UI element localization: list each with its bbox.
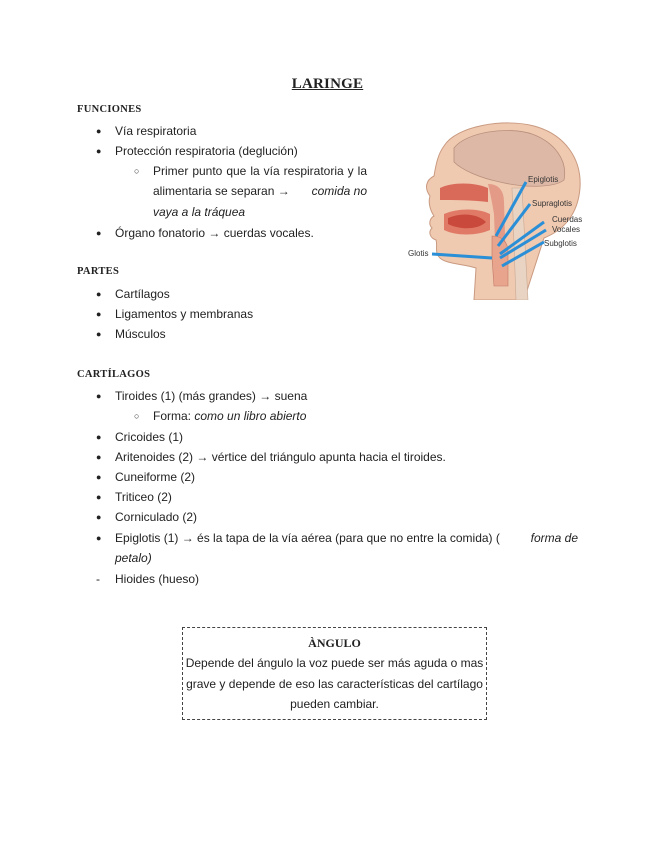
label-supraglotis: Supraglotis: [532, 199, 573, 208]
label-glotis: Glotis: [408, 249, 429, 258]
note-box-title: ÀNGULO: [308, 636, 361, 650]
note-box-body: [183, 653, 486, 715]
sub-item-line: [153, 409, 306, 423]
note-box-line: pueden cambiar.: [290, 697, 379, 711]
list-item: Tiroides (1) (más grandes) → suena: [115, 389, 308, 403]
list-item: Hioides (hueso): [115, 572, 200, 586]
sub-item-italic: vaya a la tráquea: [153, 205, 246, 219]
note-box: [182, 627, 487, 720]
bullet-icon: ●: [96, 472, 102, 482]
list-item: Cartílagos: [115, 287, 170, 301]
section-heading-funciones: FUNCIONES: [77, 104, 142, 115]
bullet-icon: ●: [96, 289, 102, 299]
bullet-icon: ●: [96, 512, 102, 522]
list-item: [115, 531, 578, 545]
list-item: Cricoides (1): [115, 430, 184, 444]
label-cuerdas: Cuerdas: [552, 215, 583, 224]
list-item: Músculos: [115, 327, 166, 341]
bullet-icon: ●: [96, 309, 102, 319]
list-item-text: Epiglotis (1) → és la tapa de la vía aérea (para que no entre la comida) (: [115, 531, 500, 545]
bullet-icon: ●: [96, 452, 102, 462]
note-box-line: grave y depende de eso las características del cartílago: [186, 676, 483, 691]
sub-item-italic: como un libro abierto: [194, 409, 307, 423]
section-heading-cartilagos: CARTÍLAGOS: [77, 369, 151, 380]
list-item: Protección respiratoria (deglución): [115, 144, 298, 158]
bullet-icon: ●: [96, 432, 102, 442]
sub-item-line: [153, 184, 367, 198]
label-subglotis: Subglotis: [544, 239, 577, 248]
label-vocales: Vocales: [552, 225, 581, 234]
bullet-icon: ●: [96, 126, 102, 136]
list-item: Aritenoides (2) → vértice del triángulo apunta hacia el tiroides.: [115, 450, 446, 464]
larynx-anatomy-illustration: [404, 118, 600, 300]
list-item: Cuneiforme (2): [115, 470, 196, 484]
list-item-italic: petalo): [115, 551, 152, 565]
bullet-icon: ●: [96, 492, 102, 502]
page-title: LARINGE: [291, 76, 364, 92]
circle-bullet-icon: ○: [134, 411, 140, 421]
list-item-italic: forma de: [530, 531, 578, 545]
label-epiglotis: Epiglotis: [528, 175, 559, 184]
list-item: Órgano fonatorio → cuerdas vocales.: [115, 226, 314, 240]
sub-item-text: alimentaria se separan →: [153, 184, 290, 198]
bullet-icon: ●: [96, 533, 102, 543]
bullet-icon: ●: [96, 146, 102, 156]
sub-item-line: Primer punto que la vía respiratoria y la: [153, 164, 367, 178]
bullet-icon: ●: [96, 329, 102, 339]
list-item: Vía respiratoria: [115, 124, 197, 138]
list-item: Corniculado (2): [115, 510, 198, 524]
bullet-icon: ●: [96, 228, 102, 238]
dash-bullet: -: [96, 572, 100, 586]
list-item: Triticeo (2): [115, 490, 172, 504]
note-box-line: Depende del ángulo la voz puede ser más aguda o mas: [185, 656, 484, 670]
section-heading-partes: PARTES: [77, 266, 120, 277]
circle-bullet-icon: ○: [134, 166, 140, 176]
sub-item-italic: comida no: [311, 184, 367, 198]
list-item: Ligamentos y membranas: [115, 307, 254, 321]
sub-item-text: Forma:: [153, 409, 192, 423]
bullet-icon: ●: [96, 391, 102, 401]
